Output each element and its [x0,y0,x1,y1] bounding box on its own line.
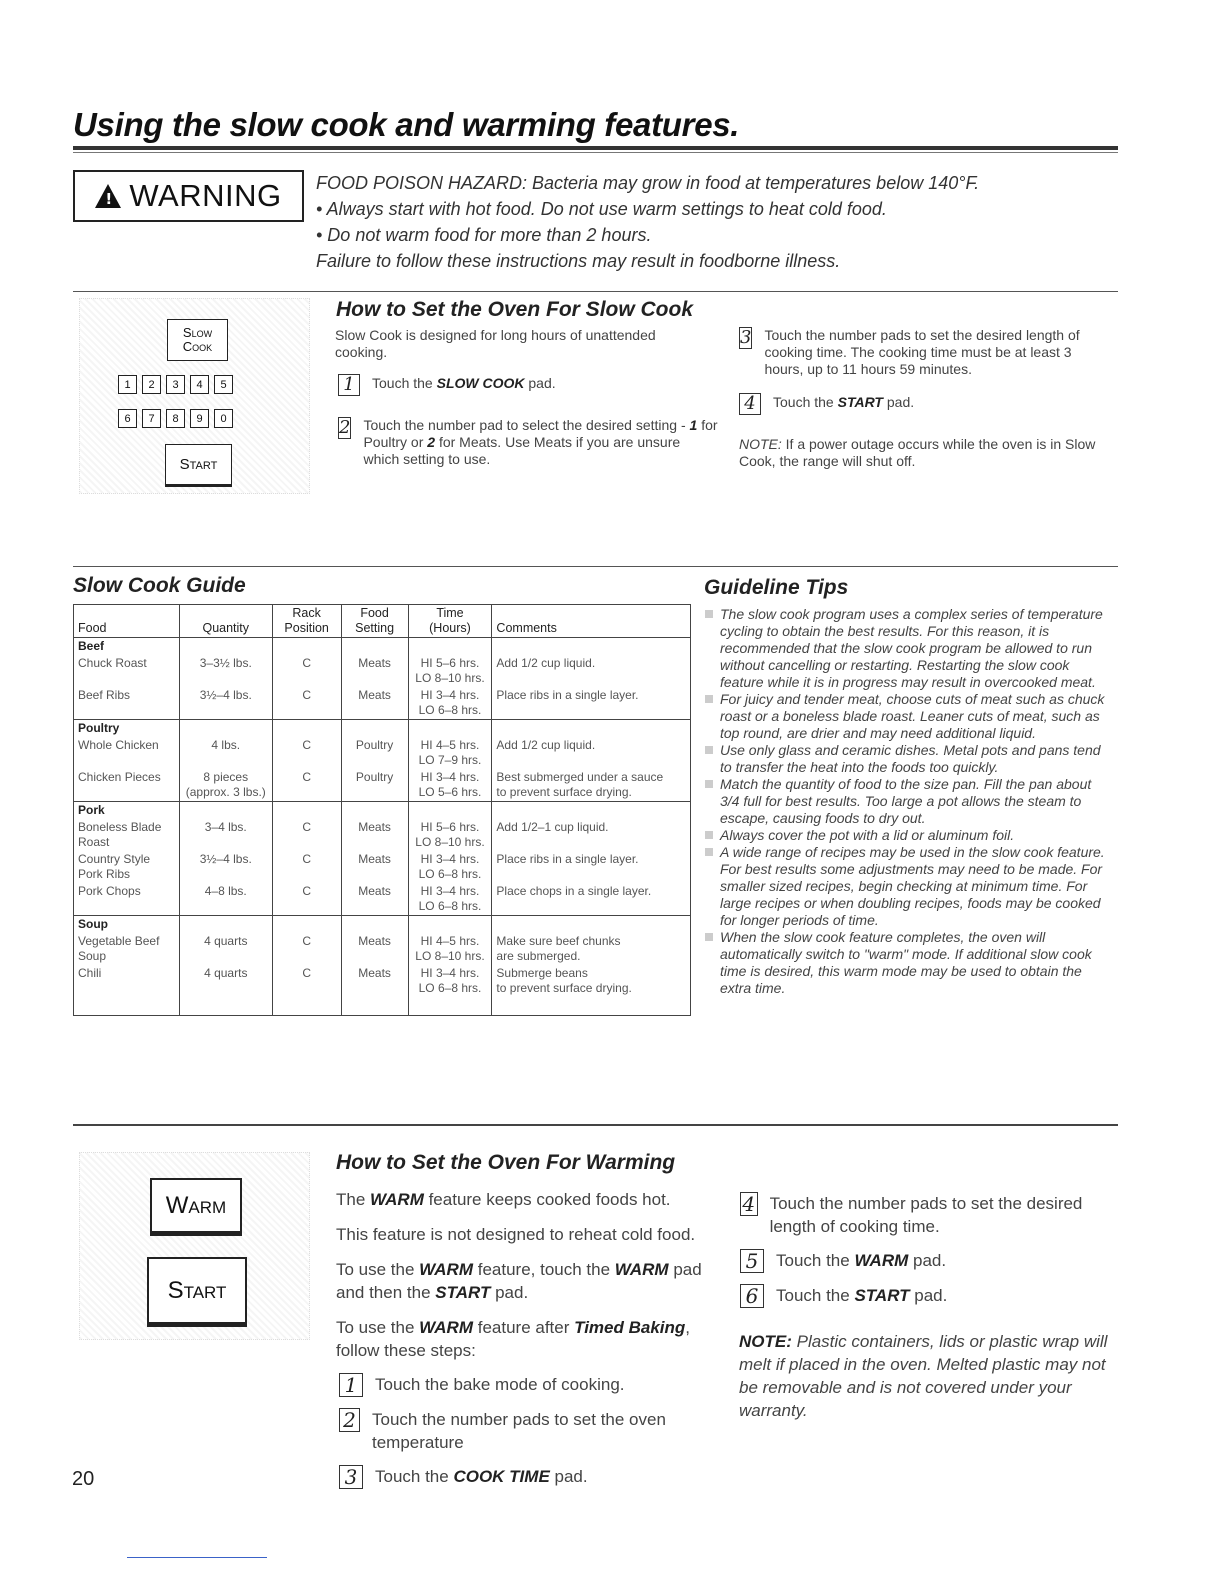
comment-line: Best submerged under a sauce [496,770,664,784]
number-key: 9 [190,409,209,428]
group-name: Beef [74,638,180,656]
cell-quantity [179,769,272,802]
cell-rack: C [272,655,341,687]
time-lo: LO 6–8 hrs. [418,899,482,913]
time-lo: LO 8–10 hrs. [415,671,485,685]
step-number: 2 [339,1408,360,1432]
cell-setting: Meats [341,933,408,965]
number-key: 2 [142,375,161,394]
step-number: 1 [339,1373,363,1397]
step-text-part: Touch the [773,394,838,410]
cell-food: Pork Chops [74,883,180,916]
time-lo: LO 7–9 hrs. [418,753,482,767]
cell-time [408,737,492,769]
food-line: Pork Ribs [78,867,131,881]
step-text-part: Touch the number pad to select the desired setting - [363,417,690,433]
warming-heading: How to Set the Oven For Warming [336,1151,676,1174]
table-row [74,819,691,851]
step-text [776,1284,947,1307]
group-name: Pork [74,802,180,820]
step-text: Touch the number pads to set the desired length of cooking time. The cooking time must be at least 3 hours, up to 11 hours 59 minutes. [764,327,1080,377]
warming-para-3 [336,1258,706,1304]
text-part: feature, touch the [473,1260,615,1279]
step-text-part: Touch the [372,375,437,391]
warm-keypad-illustration [79,1152,310,1340]
start-key: Start [147,1257,247,1327]
text-emphasis: WARM [370,1190,424,1209]
slow-cook-note [739,436,1114,470]
col-header-food: Food [74,605,180,638]
col-header-quantity: Quantity [179,605,272,638]
step-number: 2 [339,417,351,438]
warning-line: • Always start with hot food. Do not use warm settings to heat cold food. [316,199,887,219]
cell-quantity: 3½–4 lbs. [179,687,272,720]
cell-quantity: 4 lbs. [179,737,272,769]
cell-comment [492,965,691,1015]
table-row [74,933,691,965]
guide-heading: Slow Cook Guide [73,574,246,597]
cell-rack: C [272,769,341,802]
text-part: Touch the [375,1467,454,1486]
slow-cook-guide-table [73,604,691,1016]
text-emphasis: START [435,1283,491,1302]
warning-line: Failure to follow these instructions may result in foodborne illness. [316,251,841,271]
slow-cook-intro: Slow Cook is designed for long hours of unattended cooking. [335,327,656,360]
number-key: 6 [118,409,137,428]
text-part: Touch the [776,1286,855,1305]
text-emphasis: COOK TIME [453,1467,550,1486]
cell-rack: C [272,933,341,965]
number-key: 0 [214,409,233,428]
cell-time [408,819,492,851]
cell-rack: C [272,819,341,851]
warming-step-4 [740,1192,1115,1238]
text-part: pad. [549,1467,588,1486]
text-part: pad. [490,1283,529,1302]
step-number: 4 [739,393,761,415]
table-group-row [74,720,691,738]
cell-setting: Meats [341,883,408,916]
table-row [74,851,691,883]
cell-food: Beef Ribs [74,687,180,720]
number-key: 7 [142,409,161,428]
title-rule-thin [73,152,1118,153]
cell-comment: Place chops in a single layer. [492,883,691,916]
text-part: The [336,1190,371,1209]
slow-cook-step-1 [338,374,718,396]
section-divider [73,291,1118,292]
text-emphasis: WARM [854,1251,909,1270]
time-lo: LO 8–10 hrs. [415,835,485,849]
cell-rack: C [272,737,341,769]
step-text [372,374,556,392]
section-divider [73,1124,1118,1126]
step-text-part: pad. [882,394,915,410]
group-name: Soup [74,916,180,934]
comment-line: are submerged. [496,949,581,963]
warning-text [316,170,1106,274]
cell-time [408,883,492,916]
food-line: Roast [78,835,110,849]
cell-time [408,965,492,1015]
step-text-part: for Meats. Use Meats if you are unsure which setting to use. [363,434,681,467]
text-emphasis: Timed Baking [574,1318,686,1337]
number-key: 4 [190,375,209,394]
table-row [74,769,691,802]
text-emphasis: WARM [419,1318,473,1337]
cell-food [74,851,180,883]
comment-line: to prevent surface drying. [496,785,632,799]
comment-line: Submerge beans [496,966,588,980]
cell-setting: Poultry [341,737,408,769]
table-row [74,655,691,687]
table-row [74,965,691,1015]
cell-comment: Add 1/2–1 cup liquid. [492,819,691,851]
cell-quantity: 3½–4 lbs. [179,851,272,883]
cell-food: Chuck Roast [74,655,180,687]
time-hi: HI 3–4 hrs. [420,770,480,784]
header-line: (Hours) [429,621,471,635]
step-number: 6 [740,1284,764,1308]
step-text: Touch the number pads to set the oven temperature [372,1410,666,1452]
food-line: Soup [78,949,107,963]
slow-cook-key-label: Slow [182,325,213,340]
text-emphasis: WARM [419,1260,473,1279]
time-hi: HI 3–4 hrs. [420,884,480,898]
col-header-comments: Comments [492,605,691,638]
cell-setting: Meats [341,687,408,720]
step-text-part: pad. [524,375,556,391]
comment-line: to prevent surface drying. [496,981,632,995]
text-part: To use the [336,1318,420,1337]
text-part: , follow these steps: [336,1318,691,1360]
food-line: Country Style [78,852,151,866]
cell-food [74,933,180,965]
time-lo: LO 8–10 hrs. [415,949,485,963]
text-part: pad and then the [336,1260,702,1302]
header-line: Time [436,606,464,620]
step-number: 3 [339,1465,363,1489]
note-label: NOTE: [739,1332,792,1351]
cell-food: Chili [74,965,180,1015]
cell-quantity: 4–8 lbs. [179,883,272,916]
cell-rack: C [272,851,341,883]
note-label: NOTE: [739,436,782,452]
warming-para-1 [336,1188,716,1211]
col-header-setting [341,605,408,638]
step-text: Touch the bake mode of cooking. [375,1375,625,1394]
list-item: For juicy and tender meat, choose cuts of meat such as chuck roast or a boneless blade roast. Leaner cuts of meat, such as top round, are drier and may need additional liquid. [704,691,1114,742]
cell-time [408,655,492,687]
warming-note [739,1330,1124,1422]
cell-food [74,819,180,851]
text-part: feature keeps cooked foods hot. [423,1190,671,1209]
time-hi: HI 3–4 hrs. [420,966,480,980]
time-hi: HI 5–6 hrs. [420,656,480,670]
step-number: 4 [740,1192,758,1216]
warming-step-6 [740,1284,1115,1308]
cell-time [408,687,492,720]
cell-quantity: 3–3½ lbs. [179,655,272,687]
food-line: Boneless Blade [78,820,162,834]
table-row [74,737,691,769]
time-lo: LO 6–8 hrs. [418,703,482,717]
qty-line: 8 pieces [203,770,249,784]
title-rule [73,146,1118,150]
number-key: 8 [166,409,185,428]
list-item: Match the quantity of food to the size pan. Fill the pan about 3/4 full for best results. Too large a pot allows the steam to escape, causing foods to dry out. [704,776,1114,827]
table-row [74,687,691,720]
step-text [773,393,914,411]
page-title: Using the slow cook and warming features. [73,106,740,143]
comment-line: Make sure beef chunks [496,934,621,948]
text-part: feature after [473,1318,575,1337]
step-number: 1 [338,374,360,396]
time-lo: LO 6–8 hrs. [418,981,482,995]
cell-comment [492,769,691,802]
cell-comment: Add 1/2 cup liquid. [492,737,691,769]
cell-quantity: 3–4 lbs. [179,819,272,851]
cell-rack: C [272,965,341,1015]
time-hi: HI 4–5 hrs. [420,934,480,948]
cell-comment [492,933,691,965]
note-text: If a power outage occurs while the oven is in Slow Cook, the range will shut off. [739,436,1096,469]
keypad-illustration [79,298,310,494]
group-name: Poultry [74,720,180,738]
time-hi: HI 3–4 hrs. [420,852,480,866]
time-hi: HI 3–4 hrs. [420,688,480,702]
step-number: 5 [740,1249,764,1273]
cell-setting: Poultry [341,769,408,802]
cell-setting: Meats [341,655,408,687]
warming-step-5 [740,1249,1115,1273]
warming-para-4 [336,1316,711,1362]
cell-comment: Place ribs in a single layer. [492,851,691,883]
qty-line: (approx. 3 lbs.) [185,785,266,799]
list-item: The slow cook program uses a complex series of temperature cycling to obtain the best results. For this reason, it is recommended that the slow cook program be allowed to run without cancelling or restarting. Restarting the slow cook feature while it is in progress may result in overcooked meat. [704,606,1114,691]
cell-quantity: 4 quarts [179,965,272,1015]
table-header-row [74,605,691,638]
step-number: 3 [740,327,752,348]
text-part: To use the [336,1260,420,1279]
step-emphasis: 1 [689,417,698,433]
time-hi: HI 4–5 hrs. [420,738,480,752]
slow-cook-key-label: Cook [182,339,213,354]
step-text: Touch the number pads to set the desired length of cooking time. [769,1194,1083,1236]
page-number: 20 [72,1468,95,1490]
list-item: When the slow cook feature completes, the oven will automatically switch to "warm" mode. If additional slow cook time is desired, this warm mode may be used to obtain the extra time. [704,929,1114,997]
warning-line: FOOD POISON HAZARD: Bacteria may grow in food at temperatures below 140°F. [316,173,980,193]
header-line: Position [284,621,329,635]
cell-setting: Meats [341,819,408,851]
step-emphasis: SLOW COOK [436,375,525,391]
table-group-row [74,916,691,934]
text-emphasis: START [854,1286,910,1305]
warm-key: Warm [150,1178,242,1236]
tips-heading: Guideline Tips [704,576,849,599]
warming-step-3 [339,1465,709,1489]
warming-step-1 [339,1373,709,1397]
text-emphasis: WARM [614,1260,669,1279]
step-emphasis: 2 [427,434,436,450]
cell-quantity: 4 quarts [179,933,272,965]
number-key: 5 [214,375,233,394]
table-group-row [74,638,691,656]
cell-comment: Add 1/2 cup liquid. [492,655,691,687]
number-key: 3 [166,375,185,394]
header-line: Setting [355,621,395,635]
slow-cook-step-3 [739,327,1114,378]
warning-line: • Do not warm food for more than 2 hours. [316,225,652,245]
cell-rack: C [272,687,341,720]
food-line: Vegetable Beef [78,934,160,948]
slow-cook-step-2 [338,417,718,468]
list-item: Use only glass and ceramic dishes. Metal pots and pans tend to transfer the heat into the foods too quickly. [704,742,1114,776]
table-group-row [74,802,691,820]
time-lo: LO 5–6 hrs. [418,785,482,799]
step-text [375,1465,588,1488]
step-text [776,1249,946,1272]
cell-setting: Meats [341,965,408,1015]
warming-step-2 [339,1408,709,1454]
col-header-rack [272,605,341,638]
cell-comment: Place ribs in a single layer. [492,687,691,720]
cell-food: Chicken Pieces [74,769,180,802]
text-part: Touch the [776,1251,855,1270]
header-line: Rack [292,606,321,620]
step-text [363,417,718,468]
guideline-tips-list [704,606,1114,997]
start-key: Start [165,444,232,487]
col-header-time [408,605,492,638]
header-line: Food [360,606,389,620]
warming-para-2: This feature is not designed to reheat cold food. [336,1225,696,1244]
warning-label: WARNING [129,178,282,213]
text-part: pad. [909,1286,948,1305]
section-divider [73,566,1118,567]
cell-time [408,933,492,965]
slow-cook-key [167,319,228,361]
slow-cook-heading: How to Set the Oven For Slow Cook [336,298,694,321]
number-key: 1 [118,375,137,394]
list-item: A wide range of recipes may be used in the slow cook feature. For best results some adjustments may need to be made. For smaller sized recipes, begin checking at minimum time. For large recipes or when doubling recipes, foods may be cooked for longer periods of time. [704,844,1114,929]
cell-time [408,851,492,883]
cell-setting: Meats [341,851,408,883]
note-text: Plastic containers, lids or plastic wrap will melt if placed in the oven. Melted plastic may not be removable and is not covered under your warranty. [739,1332,1108,1420]
time-hi: HI 5–6 hrs. [420,820,480,834]
warning-badge [73,170,304,222]
table-row [74,883,691,916]
cell-food: Whole Chicken [74,737,180,769]
step-text-part: for Poultry or [363,417,718,450]
time-lo: LO 6–8 hrs. [418,867,482,881]
list-item: Always cover the pot with a lid or aluminum foil. [704,827,1114,844]
step-emphasis: START [837,394,883,410]
cell-rack: C [272,883,341,916]
slow-cook-step-4 [739,393,1114,415]
text-part: pad. [908,1251,947,1270]
warning-triangle-icon [95,184,121,208]
cell-time [408,769,492,802]
footer-link-line [127,1557,267,1558]
